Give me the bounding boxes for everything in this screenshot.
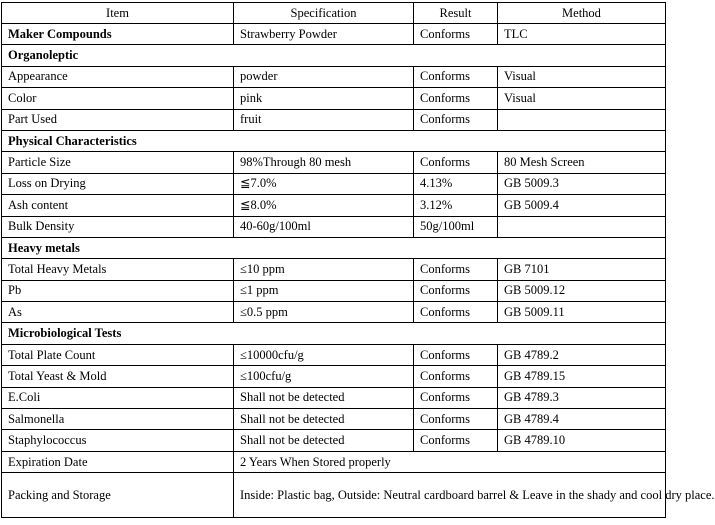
method-cell: GB 5009.3	[498, 173, 666, 194]
specification-cell: ≤10 ppm	[234, 259, 414, 280]
item-cell: Part Used	[2, 109, 234, 130]
table-row	[2, 409, 666, 430]
table-row	[2, 152, 666, 173]
specification-cell: 98%Through 80 mesh	[234, 152, 414, 173]
table-body	[2, 24, 715, 518]
table-row	[2, 109, 666, 130]
column-header-item: Item	[2, 3, 234, 24]
item-cell: Ash content	[2, 195, 234, 216]
table-row	[2, 173, 666, 194]
specification-cell: ≤0.5 ppm	[234, 302, 414, 323]
item-cell: Staphylococcus	[2, 430, 234, 451]
result-cell: Conforms	[414, 430, 498, 451]
method-cell: GB 4789.10	[498, 430, 666, 451]
specification-cell: Strawberry Powder	[234, 24, 414, 45]
method-cell: GB 4789.4	[498, 409, 666, 430]
specification-cell: ≤100cfu/g	[234, 366, 414, 387]
specification-cell: Inside: Plastic bag, Outside: Neutral cardboard barrel & Leave in the shady and cool dry place.	[234, 473, 666, 518]
method-cell: TLC	[498, 24, 666, 45]
table-row	[2, 302, 666, 323]
result-cell: 50g/100ml	[414, 216, 498, 237]
result-cell: Conforms	[414, 66, 498, 87]
result-cell: Conforms	[414, 280, 498, 301]
specification-cell: ≦8.0%	[234, 195, 414, 216]
method-cell: GB 7101	[498, 259, 666, 280]
specification-cell: ≤10000cfu/g	[234, 344, 414, 365]
section-title: Maker Compounds	[2, 24, 234, 45]
item-cell: Bulk Density	[2, 216, 234, 237]
table-row	[2, 344, 666, 365]
specification-cell: 2 Years When Stored properly	[234, 451, 666, 472]
method-cell: GB 4789.3	[498, 387, 666, 408]
method-cell: Visual	[498, 88, 666, 109]
specification-cell: Shall not be detected	[234, 409, 414, 430]
section-title: Organoleptic	[2, 45, 666, 66]
section-header-row	[2, 24, 666, 45]
specification-cell: ≦7.0%	[234, 173, 414, 194]
specification-cell: pink	[234, 88, 414, 109]
result-cell: Conforms	[414, 24, 498, 45]
method-cell: GB 4789.2	[498, 344, 666, 365]
table-row	[2, 259, 666, 280]
result-cell: Conforms	[414, 302, 498, 323]
table-row	[2, 366, 666, 387]
specification-cell: Shall not be detected	[234, 430, 414, 451]
result-cell: Conforms	[414, 366, 498, 387]
result-cell: Conforms	[414, 259, 498, 280]
specification-cell: fruit	[234, 109, 414, 130]
item-cell: Total Plate Count	[2, 344, 234, 365]
header-row	[2, 3, 666, 24]
item-cell: Pb	[2, 280, 234, 301]
table-row	[2, 387, 666, 408]
section-header-row	[2, 237, 666, 258]
table-row	[2, 216, 666, 237]
table-row	[2, 88, 666, 109]
column-header-method: Method	[498, 3, 666, 24]
table-row	[2, 66, 666, 87]
result-cell: 4.13%	[414, 173, 498, 194]
method-cell: GB 5009.4	[498, 195, 666, 216]
method-cell	[498, 216, 666, 237]
specification-document	[1, 2, 715, 518]
specification-table	[1, 2, 715, 518]
column-header-result: Result	[414, 3, 498, 24]
item-cell: Loss on Drying	[2, 173, 234, 194]
result-cell: 3.12%	[414, 195, 498, 216]
table-row	[2, 451, 666, 472]
specification-cell: 40-60g/100ml	[234, 216, 414, 237]
result-cell: Conforms	[414, 109, 498, 130]
table-header	[2, 3, 666, 24]
specification-cell: ≤1 ppm	[234, 280, 414, 301]
item-cell: As	[2, 302, 234, 323]
table-row	[2, 195, 666, 216]
item-cell: Packing and Storage	[2, 473, 234, 518]
section-title: Microbiological Tests	[2, 323, 666, 344]
method-cell: GB 5009.12	[498, 280, 666, 301]
method-cell: Visual	[498, 66, 666, 87]
result-cell: Conforms	[414, 152, 498, 173]
table-row	[2, 280, 666, 301]
column-header-specification: Specification	[234, 3, 414, 24]
result-cell: Conforms	[414, 409, 498, 430]
item-cell: Appearance	[2, 66, 234, 87]
specification-cell: powder	[234, 66, 414, 87]
table-row	[2, 473, 666, 518]
result-cell: Conforms	[414, 344, 498, 365]
section-title: Heavy metals	[2, 237, 666, 258]
section-header-row	[2, 45, 666, 66]
item-cell: E.Coli	[2, 387, 234, 408]
item-cell: Expiration Date	[2, 451, 234, 472]
section-title: Physical Characteristics	[2, 130, 666, 151]
item-cell: Total Yeast & Mold	[2, 366, 234, 387]
item-cell: Salmonella	[2, 409, 234, 430]
section-header-row	[2, 323, 666, 344]
table-row	[2, 430, 666, 451]
method-cell: GB 4789.15	[498, 366, 666, 387]
section-header-row	[2, 130, 666, 151]
specification-cell: Shall not be detected	[234, 387, 414, 408]
method-cell	[498, 109, 666, 130]
result-cell: Conforms	[414, 88, 498, 109]
method-cell: GB 5009.11	[498, 302, 666, 323]
item-cell: Color	[2, 88, 234, 109]
item-cell: Particle Size	[2, 152, 234, 173]
item-cell: Total Heavy Metals	[2, 259, 234, 280]
result-cell: Conforms	[414, 387, 498, 408]
method-cell: 80 Mesh Screen	[498, 152, 666, 173]
